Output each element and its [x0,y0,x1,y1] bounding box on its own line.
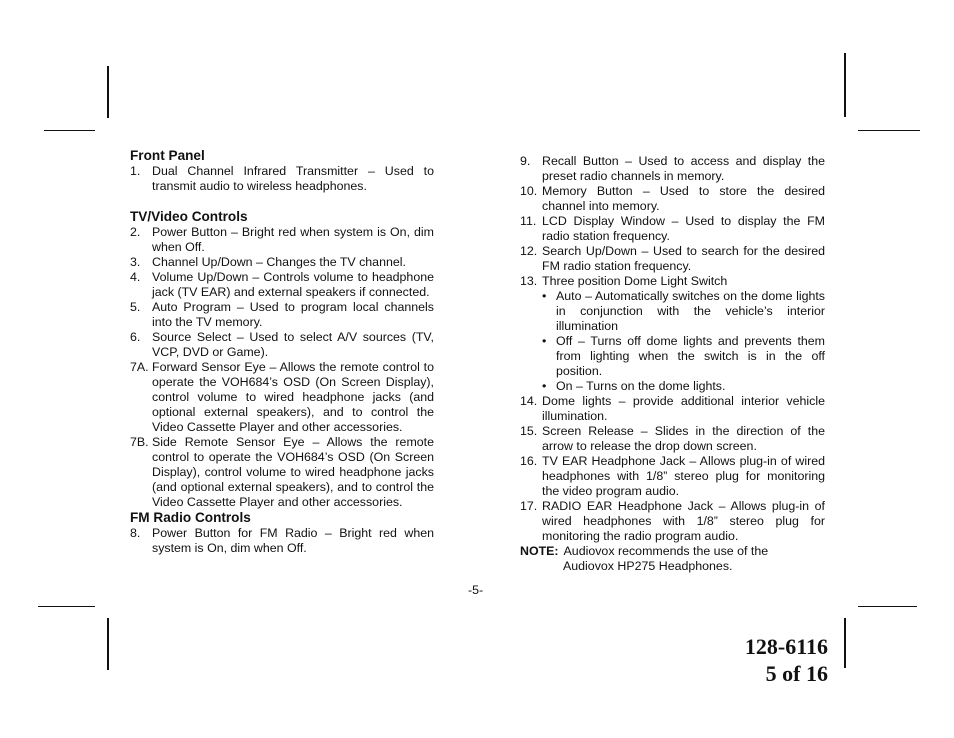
bullet-icon: • [542,379,547,393]
list-item [520,244,825,274]
list-item [130,225,434,255]
item-text: Dual Channel Infrared Transmitter – Used to transmit audio to wireless headphones. [152,164,434,193]
item-text: Channel Up/Down – Changes the TV channel. [152,255,406,269]
item-text: Power Button for FM Radio – Bright red when system is On, dim when Off. [152,526,434,555]
item-text: Dome lights – provide additional interior vehicle illumination. [542,394,825,423]
item-number: 13. [520,274,538,288]
item-text: TV EAR Headphone Jack – Allows plug-in of wired headphones with 1/8” stereo plug for monitoring the video program audio. [542,454,825,498]
item-number: 17. [520,499,538,513]
fm-radio-heading: FM Radio Controls [130,510,251,525]
item-text: Recall Button – Used to access and display the preset radio channels in memory. [542,154,825,183]
list-item [520,499,825,544]
crop-mark-bottom-left-horizontal [38,606,95,607]
list-item [130,300,434,330]
item-number: 5. [130,300,141,314]
crop-mark-bottom-right-vertical [844,618,846,668]
item-number: 14. [520,394,538,408]
sub-item-text: Auto – Automatically switches on the dome lights in conjunction with the vehicle’s interior illumination [556,289,825,333]
page-of-total: 5 of 16 [765,661,828,686]
list-item [130,526,434,556]
item-number: 16. [520,454,538,468]
item-number: 4. [130,270,141,284]
item-text: Screen Release – Slides in the direction of the arrow to release the drop down screen. [542,424,825,453]
list-item [520,184,825,214]
front-panel-heading: Front Panel [130,148,205,163]
crop-mark-bottom-left-vertical [107,618,109,670]
item-text: Power Button – Bright red when system is On, dim when Off. [152,225,434,254]
item-number: 1. [130,164,141,178]
tv-video-heading: TV/Video Controls [130,209,248,224]
list-item [130,435,434,510]
list-item [520,214,825,244]
item-number: 2. [130,225,141,239]
item-number: 7A. [130,360,149,374]
list-item [520,424,825,454]
item-text: Forward Sensor Eye – Allows the remote control to operate the VOH684’s OSD (On Screen Display), control volume to wired headphone jacks (and optional external speakers), and to control the Video Cassette Player and other accessories. [152,360,434,434]
item-number: 9. [520,154,531,168]
list-item [130,270,434,300]
document-number: 128-6116 [744,634,828,659]
item-text: Source Select – Used to select A/V sources (TV, VCP, DVD or Game). [152,330,434,359]
item-text: LCD Display Window – Used to display the FM radio station frequency. [542,214,825,243]
item-number: 6. [130,330,141,344]
page-number: -5- [468,583,484,597]
list-item [520,154,825,184]
right-column [520,154,825,574]
item-number: 8. [130,526,141,540]
item-number: 3. [130,255,141,269]
list-item [130,164,434,194]
crop-mark-top-left-vertical [107,66,109,118]
sub-item-text: On – Turns on the dome lights. [556,379,726,393]
bullet-icon: • [542,289,547,303]
item-text: Memory Button – Used to store the desired channel into memory. [542,184,825,213]
item-text: Side Remote Sensor Eye – Allows the remote control to operate the VOH684’s OSD (On Screen Display), control volume to wired headphone jacks (and optional external speakers), and to control the Video Cassette Player and other accessories. [152,435,434,509]
dome-sub-item-auto [542,289,825,334]
item-text: RADIO EAR Headphone Jack – Allows plug-in of wired headphones with 1/8” stereo plug for monitoring the radio program audio. [542,499,825,543]
item-text: Auto Program – Used to program local channels into the TV memory. [152,300,434,329]
list-item [520,454,825,499]
item-text: Search Up/Down – Used to search for the desired FM radio station frequency. [542,244,825,273]
note [520,544,825,559]
list-item [130,360,434,435]
note-text-line2: Audiovox HP275 Headphones. [563,559,733,573]
crop-mark-top-left-horizontal [44,130,95,131]
item-number: 11. [520,214,537,228]
crop-mark-top-right-vertical [844,53,846,117]
note-label: NOTE: [520,544,559,558]
item-number: 10. [520,184,538,198]
sub-item-text: Off – Turns off dome lights and prevents them from lighting when the switch is in the off position. [556,334,825,378]
item-number: 7B. [130,435,149,449]
list-item [130,330,434,360]
dome-sub-item-off [542,334,825,379]
item-text: Volume Up/Down – Controls volume to headphone jack (TV EAR) and external speakers if connected. [152,270,434,299]
crop-mark-top-right-horizontal [858,130,920,131]
item-text: Three position Dome Light Switch [542,274,728,288]
document-number-block [745,633,828,687]
note-text-line1: Audiovox recommends the use of the [563,544,769,558]
list-item [520,274,825,289]
item-number: 12. [520,244,538,258]
left-column [130,148,434,556]
bullet-icon: • [542,334,547,348]
item-number: 15. [520,424,538,438]
list-item [520,394,825,424]
list-item [130,255,434,270]
crop-mark-bottom-right-horizontal [858,606,917,607]
dome-sub-item-on [542,379,825,394]
